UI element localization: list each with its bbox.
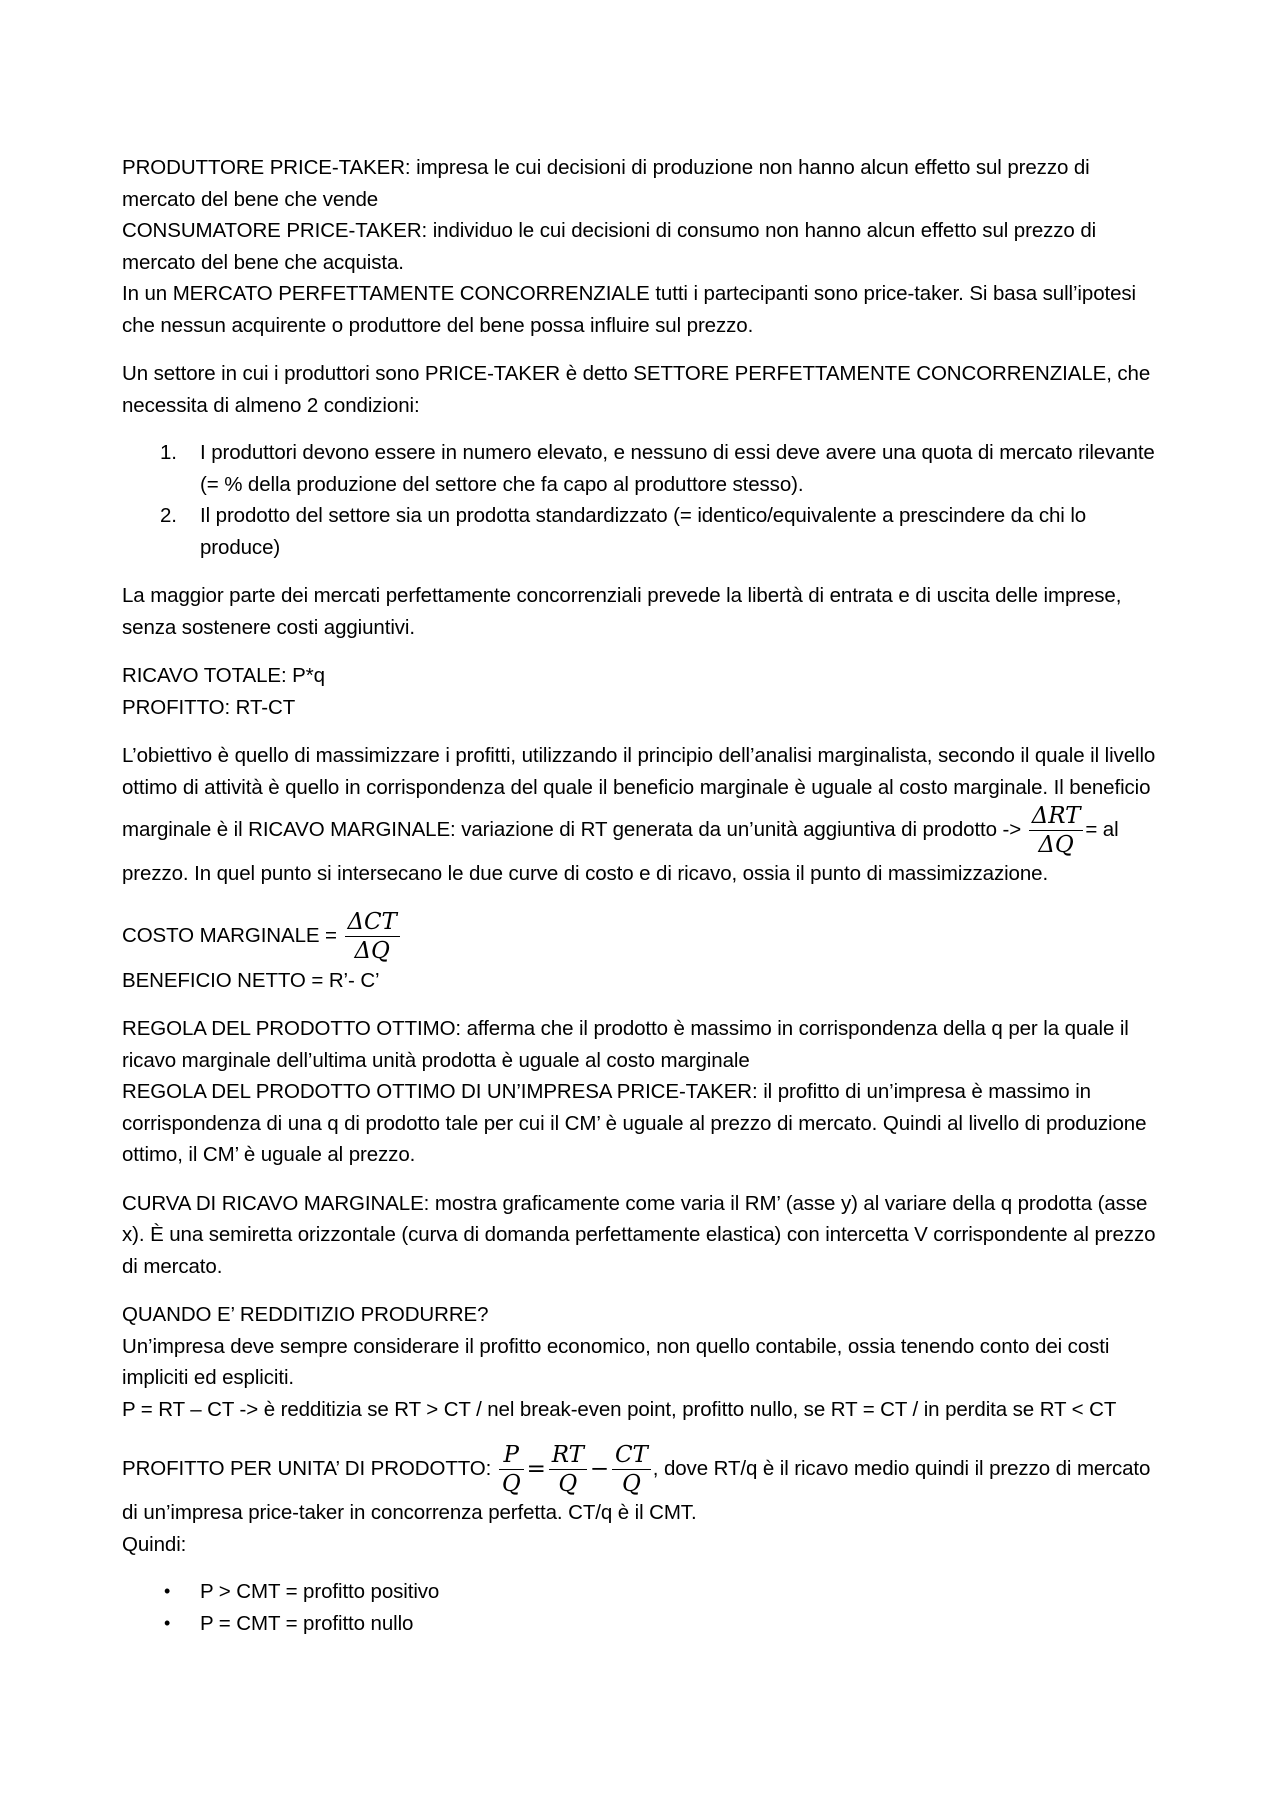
obiettivo-text-a: L’obiettivo è quello di massimizzare i profitti, utilizzando il principio dell’analisi marginalista, secondo il quale il livello ottimo di attività è quello in corrispondenza del quale il beneficio marginale è uguale al costo marginale. Il beneficio marginale è il RICAVO MARGINALE: variazione di RT generata da un’unità aggiuntiva di prodotto -> bbox=[122, 744, 1156, 841]
bullet-icon: • bbox=[164, 1612, 171, 1633]
profit-cases-list bbox=[122, 1576, 1167, 1639]
paragraph-regola-prodotto-ottimo: REGOLA DEL PRODOTTO OTTIMO: afferma che il prodotto è massimo in corrispondenza della q per la quale il ricavo marginale dell’ultima unità prodotta è uguale al costo marginale bbox=[122, 1017, 1129, 1072]
list-item-text: Il prodotto del settore sia un prodotta standardizzato (= identico/equivalente a prescindere da chi lo produce) bbox=[200, 504, 1087, 559]
list-item bbox=[122, 1608, 1167, 1640]
p-over-q-fraction bbox=[499, 1442, 524, 1497]
list-item bbox=[122, 1576, 1167, 1608]
profitto-unita-rest: , dove RT/q è il ricavo medio quindi il prezzo di mercato di un’impresa price-taker in concorrenza perfetta. CT/q è il CMT. bbox=[122, 1456, 1151, 1524]
ricavo-marginale-fraction bbox=[1029, 803, 1084, 858]
paragraph-quando-redditizio: QUANDO E’ REDDITIZIO PRODURRE? bbox=[122, 1303, 489, 1326]
costo-marginale-label: COSTO MARGINALE = bbox=[122, 923, 337, 947]
fraction-denominator: ΔQ bbox=[1038, 832, 1074, 858]
paragraph-costo-marginale bbox=[122, 907, 1167, 965]
list-number: 2. bbox=[160, 504, 177, 527]
fraction-denominator: Q bbox=[501, 1471, 521, 1497]
ct-over-q-fraction bbox=[612, 1442, 651, 1497]
paragraph-mercato-concorrenziale: In un MERCATO PERFETTAMENTE CONCORRENZIALE tutti i partecipanti sono price-taker. Si basa sull’ipotesi che nessun acquirente o produttore del bene possa influire sul prezzo. bbox=[122, 282, 1136, 337]
paragraph-beneficio-netto: BENEFICIO NETTO = R’- C’ bbox=[122, 968, 380, 992]
fraction-numerator: P bbox=[499, 1442, 524, 1470]
conditions-list bbox=[122, 437, 1167, 563]
profitto-unita-label: PROFITTO PER UNITA’ DI PRODOTTO: bbox=[122, 1456, 492, 1480]
paragraph-curva-ricavo-marginale: CURVA DI RICAVO MARGINALE: mostra graficamente come varia il RM’ (asse y) al variare della q prodotta (asse x). È una semiretta orizzontale (curva di domanda perfettamente elastica) con intercetta V corrispondente al prezzo di mercato. bbox=[122, 1191, 1156, 1278]
list-item bbox=[122, 500, 1167, 563]
paragraph-ricavo-totale: RICAVO TOTALE: P*q bbox=[122, 664, 325, 687]
fraction-numerator: ΔRT bbox=[1029, 803, 1084, 831]
fraction-numerator: RT bbox=[549, 1442, 587, 1470]
paragraph-profitto: PROFITTO: RT-CT bbox=[122, 695, 296, 719]
bullet-icon: • bbox=[164, 1581, 171, 1601]
fraction-denominator: Q bbox=[558, 1471, 578, 1497]
list-item-text: P = CMT = profitto nullo bbox=[200, 1611, 414, 1635]
paragraph-break-even: P = RT – CT -> è redditizia se RT > CT / nel break-even point, profitto nullo, se RT = CT / in perdita se RT < CT bbox=[122, 1397, 1117, 1421]
document-page bbox=[122, 152, 1167, 1639]
list-number: 1. bbox=[160, 441, 177, 464]
minus-sign: − bbox=[589, 1455, 610, 1482]
equals-sign: = bbox=[526, 1455, 546, 1482]
paragraph-settore-concorrenziale: Un settore in cui i produttori sono PRICE-TAKER è detto SETTORE PERFETTAMENTE CONCORRENZIALE, che necessita di almeno 2 condizioni: bbox=[122, 362, 1151, 417]
list-item-text: I produttori devono essere in numero elevato, e nessuno di essi deve avere una quota di mercato rilevante (= % della produzione del settore che fa capo al produttore stesso). bbox=[200, 441, 1155, 496]
list-item-text: P > CMT = profitto positivo bbox=[200, 1580, 440, 1603]
fraction-denominator: Q bbox=[622, 1471, 641, 1497]
rt-over-q-fraction bbox=[549, 1442, 587, 1497]
paragraph-quindi: Quindi: bbox=[122, 1532, 187, 1556]
fraction-denominator: ΔQ bbox=[354, 937, 390, 964]
paragraph-profitto-economico: Un’impresa deve sempre considerare il profitto economico, non quello contabile, ossia tenendo conto dei costi impliciti ed espliciti. bbox=[122, 1334, 1110, 1389]
fraction-numerator: ΔCT bbox=[345, 909, 400, 937]
costo-marginale-fraction bbox=[345, 909, 400, 964]
obiettivo-text-b: = al prezzo. In quel punto si intersecano le due curve di costo e di ricavo, ossia il punto di massimizzazione. bbox=[122, 817, 1119, 885]
paragraph-consumatore-price-taker: CONSUMATORE PRICE-TAKER: individuo le cui decisioni di consumo non hanno alcun effetto sul prezzo di mercato del bene che acquista. bbox=[122, 219, 1097, 274]
paragraph-regola-price-taker: REGOLA DEL PRODOTTO OTTIMO DI UN’IMPRESA PRICE-TAKER: il profitto di un’impresa è massimo in corrispondenza di una q di prodotto tale per cui il CM’ è uguale al prezzo di mercato. Quindi al livello di produzione ottimo, il CM’ è uguale al prezzo. bbox=[122, 1080, 1147, 1166]
fraction-numerator: CT bbox=[612, 1442, 651, 1470]
list-item bbox=[122, 437, 1167, 500]
paragraph-obiettivo bbox=[122, 740, 1167, 890]
paragraph-produttore-price-taker: PRODUTTORE PRICE-TAKER: impresa le cui decisioni di produzione non hanno alcun effetto sul prezzo di mercato del bene che vende bbox=[122, 156, 1090, 211]
paragraph-profitto-unita bbox=[122, 1442, 1167, 1529]
paragraph-liberta-entrata: La maggior parte dei mercati perfettamente concorrenziali prevede la libertà di entrata e di uscita delle imprese, senza sostenere costi aggiuntivi. bbox=[122, 584, 1122, 639]
